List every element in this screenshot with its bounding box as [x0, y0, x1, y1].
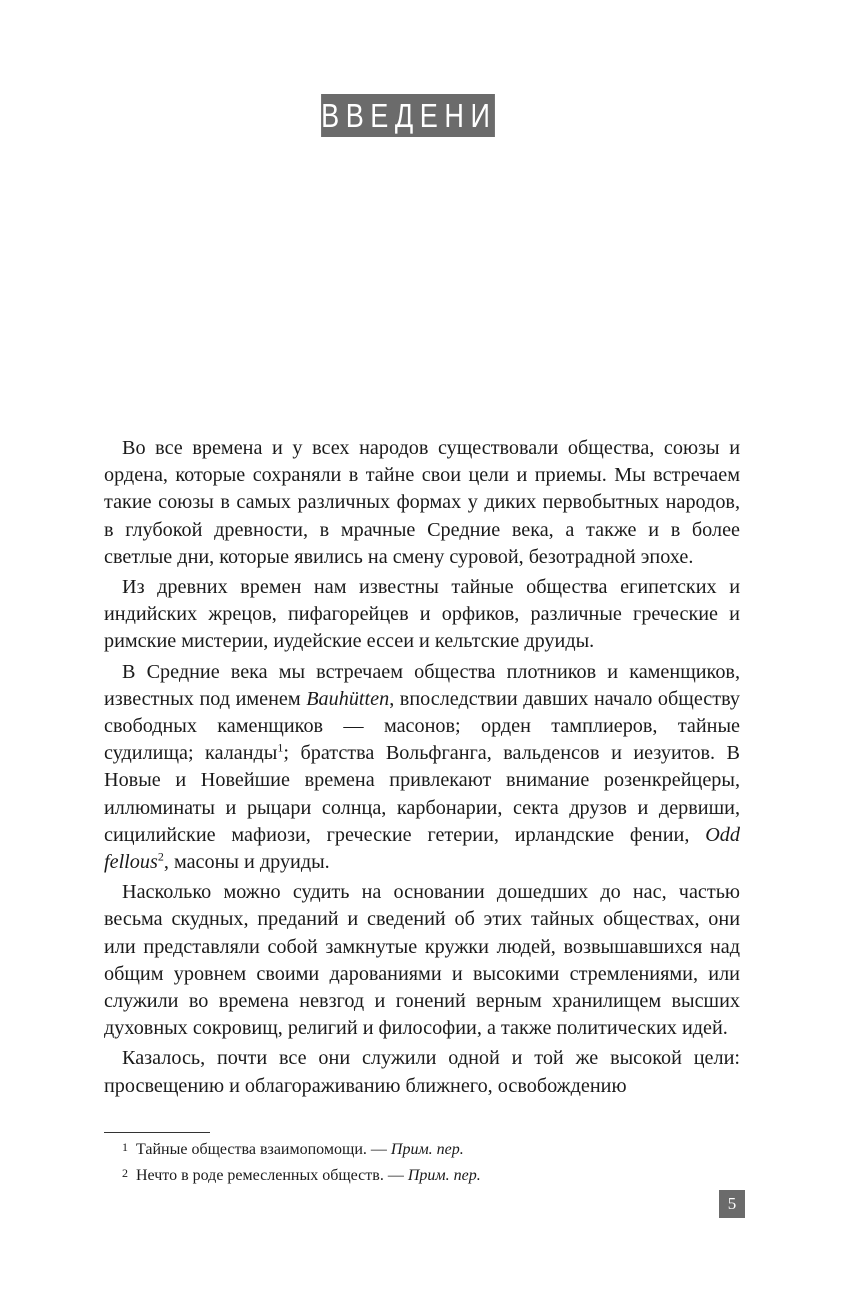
p3-text-a: В Средние века мы встречаем общества плотников и каменщиков, известных под именем [104, 660, 740, 710]
p3-text-d: ; братства Вольфганга, вальденсов и иезуитов. В Новые и Новейшие времена привлекают внимание розенкрейцеры, иллюминаты и рыцари солнца, карбонарии, секта друзов и дервиши, сицилийские мафиози, греческие гетерии, ирландские фении, [104, 742, 740, 846]
paragraph-4: Насколько можно судить на основании дошедших до нас, частью весьма скудных, преданий и сведений об этих тайных обществах, они или представляли собой замкнутые кружки людей, возвышавшихся над общим уровнем своими дарованиями и высокими стремлениями, или служили во времена невзгод и гонений верным хранилищем высших духовных сокровищ, религий и философии, а также политических идей. [104, 881, 740, 1040]
chapter-title: ВВЕДЕНИЕ [321, 94, 495, 137]
footnote-ref-1[interactable]: 1 [277, 740, 284, 755]
paragraph-3 [104, 659, 740, 877]
p3-italic-bauhutten: Bauhütten [306, 687, 390, 710]
footnote-divider [104, 1132, 210, 1133]
page-number: 5 [719, 1190, 745, 1218]
p3-italic-odd-fellous: Odd fellous [104, 823, 740, 874]
paragraph-5: Казалось, почти все они служили одной и той же высокой цели: просвещению и облагораживанию ближнего, освобождению [104, 1047, 740, 1097]
p3-text-f: , масоны и друиды. [163, 851, 330, 874]
footnote-number: 2 [122, 1166, 128, 1180]
footnote-note: Прим. пер. [390, 1141, 464, 1158]
footnote-text: Тайные общества взаимопомощи. — [136, 1141, 391, 1158]
footnotes [104, 1137, 740, 1189]
paragraph-2: Из древних времен нам известны тайные общества египетских и индийских жрецов, пифагорейцев и орфиков, различные греческие и римские мистерии, иудейские ессеи и кельтские друиды. [104, 576, 740, 653]
footnote-note: Прим. пер. [407, 1167, 481, 1184]
footnote-number: 1 [122, 1140, 128, 1154]
body-text [104, 435, 740, 1103]
footnote-text: Нечто в роде ремесленных обществ. — [136, 1167, 408, 1184]
paragraph-1: Во все времена и у всех народов существовали общества, союзы и ордена, которые сохраняли в тайне свои цели и приемы. Мы встречаем такие союзы в самых различных формах у диких первобытных народов, в глубокой древности, в мрачные Средние века, а также и в более светлые дни, которые явились на смену суровой, безотрадной эпохе. [104, 437, 740, 568]
footnote-ref-2[interactable]: 2 [157, 849, 164, 864]
footnote-2 [104, 1163, 740, 1189]
footnote-1 [104, 1137, 740, 1163]
p3-text-c: , впоследствии давших начало обществу свободных каменщиков — масонов; орден тамплиеров, тайные судилища; каланды [104, 687, 741, 765]
